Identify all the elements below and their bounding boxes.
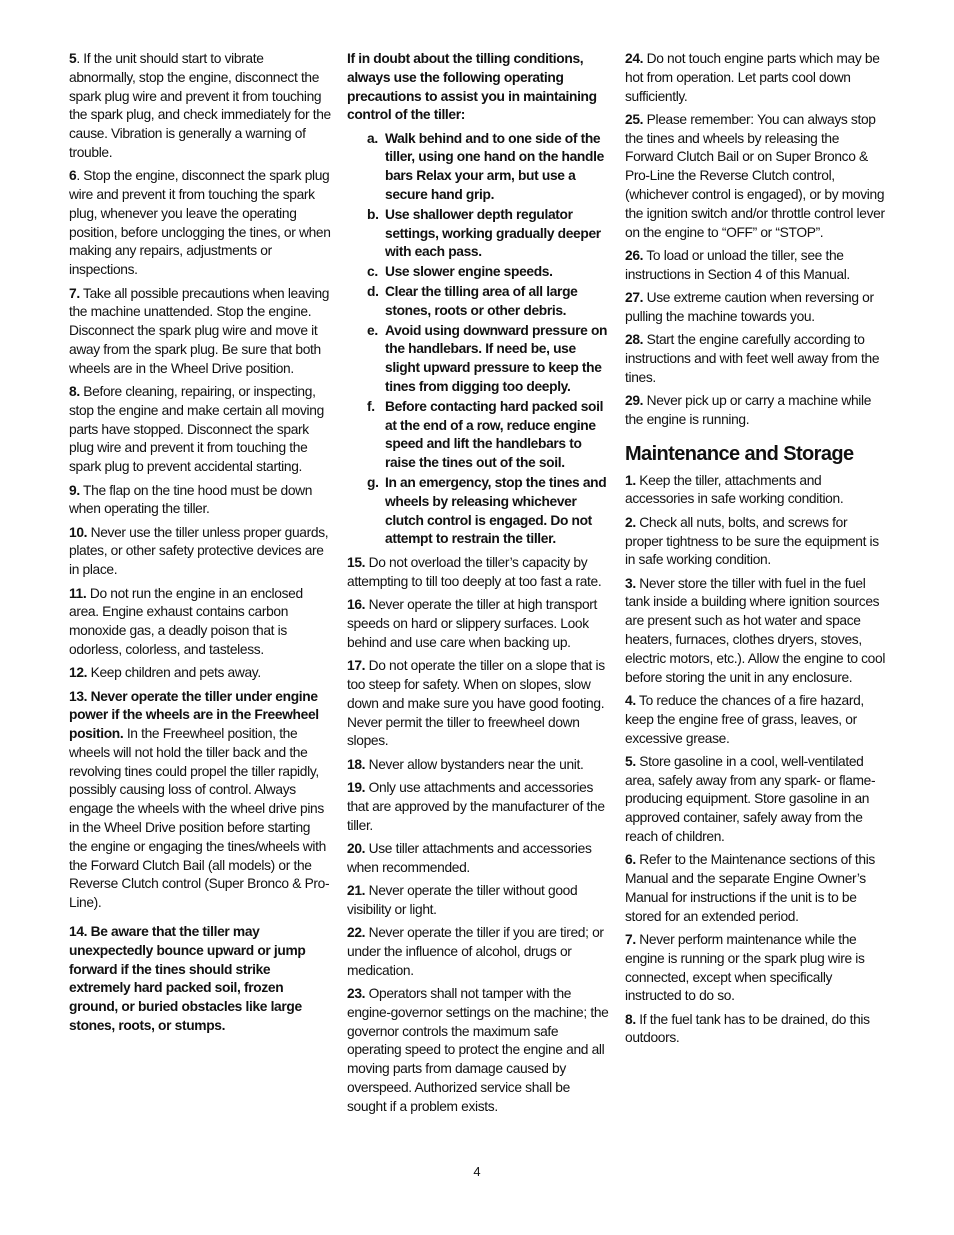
item-text: Never allow bystanders near the unit.	[368, 756, 584, 772]
sub-letter: g.	[367, 475, 379, 491]
item-text: Refer to the Maintenance sections of this Manual and the separate Engine Owner’s Manual for instructions if the unit is to be stored for an extended period.	[625, 852, 875, 924]
safety-item-27	[625, 289, 887, 327]
sub-text: Before contacting hard packed soil at the end of a row, reduce engine speed and lift the handlebars to raise the tines out of the soil.	[385, 398, 604, 471]
precaution-f	[347, 398, 609, 473]
item-text: Never pick up or carry a machine while the engine is running.	[625, 393, 872, 427]
item-text: Never operate the tiller at high transport speeds on hard or slippery surfaces. Look behind and use care when backing up.	[347, 597, 598, 650]
item-number: 23.	[347, 985, 366, 1001]
item-text: Start the engine carefully according to instructions and with feet well away from the tines.	[625, 332, 880, 385]
item-text: Operators shall not tamper with the engine-governor settings on the machine; the governor controls the maximum safe operating speed to protect the engine and all moving parts from damage caused by overspeed. Authorized service shall be sought if a problem exists.	[347, 985, 609, 1114]
item-number: 1.	[625, 472, 636, 488]
sub-letter: e.	[367, 322, 378, 338]
sub-text: In an emergency, stop the tines and wheels by releasing whichever clutch control is engaged. Do not attempt to restrain the tiller.	[385, 475, 607, 547]
item-number: 6	[69, 168, 77, 184]
item-text: If the unit should start to vibrate abnormally, stop the engine, disconnect the spark plug wire and prevent it from touching the spark plug, and check immediately for the cause. Vibration is generally a warning of trouble.	[69, 51, 331, 160]
safety-item-19	[347, 779, 609, 835]
item-number: 4.	[625, 692, 636, 708]
item-text: Take all possible precautions when leaving the machine unattended. Stop the engine. Disconnect the spark plug wire and move it away from the spark plug. Be sure that both wheels are in the Wheel Drive position.	[69, 285, 330, 376]
sub-letter: c.	[367, 264, 378, 280]
item-text: Do not operate the tiller on a slope that is too steep for safety. When on slopes, slow down and make sure you have good footing. Never permit the tiller to freewheel down slopes.	[347, 658, 605, 749]
item-number: 8.	[625, 1011, 636, 1027]
safety-item-23	[347, 985, 609, 1117]
item-number: 20.	[347, 840, 366, 856]
safety-item-21	[347, 882, 609, 920]
precaution-c	[347, 263, 609, 282]
precaution-a	[347, 130, 609, 205]
item-number: 8.	[69, 384, 80, 400]
safety-item-26	[625, 247, 887, 285]
maintenance-item-1	[625, 472, 887, 510]
item-number: 17.	[347, 658, 366, 674]
item-number: 25.	[625, 111, 644, 127]
item-text: Do not touch engine parts which may be hot from operation. Let parts cool down sufficiently.	[625, 51, 880, 104]
page-number: 4	[473, 1164, 481, 1179]
section-heading-maintenance: Maintenance and Storage	[625, 442, 854, 465]
safety-item-13	[69, 688, 331, 914]
item-text: To reduce the chances of a fire hazard, keep the engine free of grass, leaves, or excessive grease.	[625, 692, 864, 746]
item-text: Do not run the engine in an enclosed area. Engine exhaust contains carbon monoxide gas, a deadly poison that is odorless, colorless, and tasteless.	[69, 585, 303, 657]
item-number: 21.	[347, 882, 366, 898]
item-number: 11.	[69, 585, 87, 601]
item-number: 6.	[625, 852, 636, 868]
safety-item-29	[625, 392, 887, 430]
item-number: 27.	[625, 290, 644, 306]
item-number: 14.	[69, 924, 88, 940]
sub-letter: a.	[367, 130, 378, 146]
item-number: 16.	[347, 597, 366, 613]
safety-item-24	[625, 50, 887, 106]
item-number: 29.	[625, 393, 644, 409]
item-number: 5.	[625, 753, 636, 769]
safety-item-22	[347, 924, 609, 980]
item-text: The flap on the tine hood must be down when operating the tiller.	[69, 482, 313, 517]
precaution-e	[347, 322, 609, 397]
maintenance-item-5	[625, 753, 887, 847]
item-number: 10.	[69, 524, 88, 540]
item-text: Only use attachments and accessories that are approved by the manufacturer of the tiller.	[347, 779, 605, 833]
item-text: Check all nuts, bolts, and screws for proper tightness to be sure the equipment is in safe working condition.	[625, 514, 879, 568]
safety-item-5: 5. If the unit should start to vibrate abnormally, stop the engine, disconnect the spark plug wire and prevent it from touching the spark plug, and check immediately for the cause. Vibration is generally a warning of trouble.	[69, 51, 331, 160]
sub-letter: d.	[367, 284, 379, 300]
safety-item-16	[347, 596, 609, 652]
item-text: Store gasoline in a cool, well-ventilated area, safely away from any spark- or flame-producing equipment. Store gasoline in an approved container, safely away from the reach of children.	[625, 753, 876, 844]
item-text: Keep the tiller, attachments and accessories in safe working condition.	[625, 472, 844, 507]
item-text: Never store the tiller with fuel in the fuel tank inside a building where ignition sources are present such as hot water and space heaters, furnaces, clothes dryers, stoves, electric motors, etc.). Allow the engine to cool before storing the unit in any enclosure.	[625, 575, 886, 685]
safety-item-17	[347, 657, 609, 751]
maintenance-item-6	[625, 851, 887, 926]
safety-item-25	[625, 111, 887, 243]
safety-item-15	[347, 554, 609, 592]
maintenance-item-2	[625, 514, 887, 570]
item-number: 28.	[625, 332, 644, 348]
safety-item-6: 6. Stop the engine, disconnect the spark plug wire and prevent it from touching the spark plug, whenever you leave the operating position, before unclogging the tines, or when making any repairs, adjustments or inspections.	[69, 168, 331, 278]
safety-item-18	[347, 756, 609, 775]
maintenance-item-3	[625, 575, 887, 688]
item-text: Stop the engine, disconnect the spark plug wire and prevent it from touching the spark plug, whenever you leave the operating position, before unclogging the tines, or when making any repairs, adjustments or inspections.	[69, 168, 331, 278]
item-text: In the Freewheel position, the wheels will not hold the tiller back and the revolving tines could propel the tiller rapidly, possibly causing loss of control. Always engage the wheels with the wheel drive pins in the Wheel Drive position before starting the engine or engaging the tines/wheels with the Forward Clutch Bail (all models) or the Reverse Clutch control (Super Bronco & Pro-Line).	[69, 726, 330, 911]
safety-item-8	[69, 383, 331, 477]
item-warning-text: Be aware that the tiller may unexpectedly bounce upward or jump forward if the tines should strike extremely hard packed soil, frozen ground, or buried obstacles like large stones, roots, or stumps.	[69, 924, 306, 1034]
item-text: Never perform maintenance while the engine is running or the spark plug wire is connected, except when specifically instructed to do so.	[625, 931, 865, 1004]
item-text: Please remember: You can always stop the tines and wheels by releasing the Forward Clutch Bail or on Super Bronco & Pro-Line the Reverse Clutch control, (whichever control is engaged), or by moving the ignition switch and/or throttle control lever on the engine to “OFF” or “STOP”.	[625, 111, 885, 240]
tilling-precautions-intro: If in doubt about the tilling conditions, always use the following operating precautions to assist you in maintaining control of the tiller:	[347, 51, 597, 123]
sub-text: Use shallower depth regulator settings, working gradually deeper with each pass.	[385, 206, 601, 260]
item-number: 7.	[625, 931, 636, 947]
item-text: Never operate the tiller if you are tired; or under the influence of alcohol, drugs or medication.	[347, 925, 604, 978]
item-number: 7.	[69, 285, 80, 301]
item-number: 3.	[625, 575, 636, 591]
item-number: 5	[69, 51, 77, 66]
maintenance-item-8	[625, 1011, 887, 1049]
safety-item-9	[69, 482, 331, 520]
precaution-b	[347, 206, 609, 262]
item-number: 18.	[347, 756, 366, 772]
safety-item-28	[625, 331, 887, 387]
item-number: 13.	[69, 688, 88, 704]
maintenance-item-4	[625, 692, 887, 748]
item-number: 12.	[69, 665, 88, 681]
precaution-g	[347, 474, 609, 549]
item-number: 19.	[347, 779, 366, 795]
sub-letter: b.	[367, 206, 379, 222]
safety-item-10	[69, 524, 331, 580]
sub-text: Avoid using downward pressure on the handlebars. If need be, use slight upward pressure to keep the tines from digging too deeply.	[385, 322, 608, 395]
item-text: Use tiller attachments and accessories when recommended.	[347, 840, 592, 875]
column-right	[625, 50, 887, 1053]
sub-text: Use slower engine speeds.	[385, 264, 553, 280]
item-number: 24.	[625, 51, 644, 66]
sub-letter: f.	[367, 398, 375, 414]
item-text: Do not overload the tiller’s capacity by attempting to till too deeply at too fast a rate.	[347, 555, 602, 590]
item-text: Never operate the tiller without good visibility or light.	[347, 882, 578, 917]
item-text: Before cleaning, repairing, or inspecting, stop the engine and make certain all moving parts have stopped. Disconnect the spark plug wire and prevent it from touching the spark plug to prevent accidental starting.	[69, 384, 324, 475]
sub-text: Walk behind and to one side of the tiller, using one hand on the handle bars Relax your arm, but use a secure hand grip.	[385, 130, 604, 203]
item-number: 9.	[69, 482, 80, 498]
column-left	[69, 50, 331, 1040]
item-number: 26.	[625, 247, 644, 263]
item-text: To load or unload the tiller, see the instructions in Section 4 of this Manual.	[625, 247, 850, 282]
item-warning-text: Never operate the tiller under engine power if the wheels are in the Freewheel position.	[69, 688, 319, 742]
safety-item-12	[69, 664, 331, 683]
item-number: 2.	[625, 514, 636, 530]
column-middle	[347, 50, 609, 1121]
item-text: Never use the tiller unless proper guards, plates, or other safety protective devices are in place.	[69, 524, 329, 578]
safety-item-14	[69, 923, 331, 1036]
item-text: If the fuel tank has to be drained, do this outdoors.	[625, 1011, 870, 1046]
maintenance-item-7	[625, 931, 887, 1006]
sub-text: Clear the tilling area of all large stones, roots or other debris.	[385, 284, 578, 318]
item-text: Keep children and pets away.	[90, 665, 261, 681]
item-number: 22.	[347, 925, 366, 941]
safety-item-11	[69, 585, 331, 660]
precaution-d	[347, 283, 609, 321]
item-number: 15.	[347, 555, 366, 571]
safety-item-7	[69, 285, 331, 379]
item-text: Use extreme caution when reversing or pulling the machine towards you.	[625, 290, 874, 324]
safety-item-20	[347, 840, 609, 878]
